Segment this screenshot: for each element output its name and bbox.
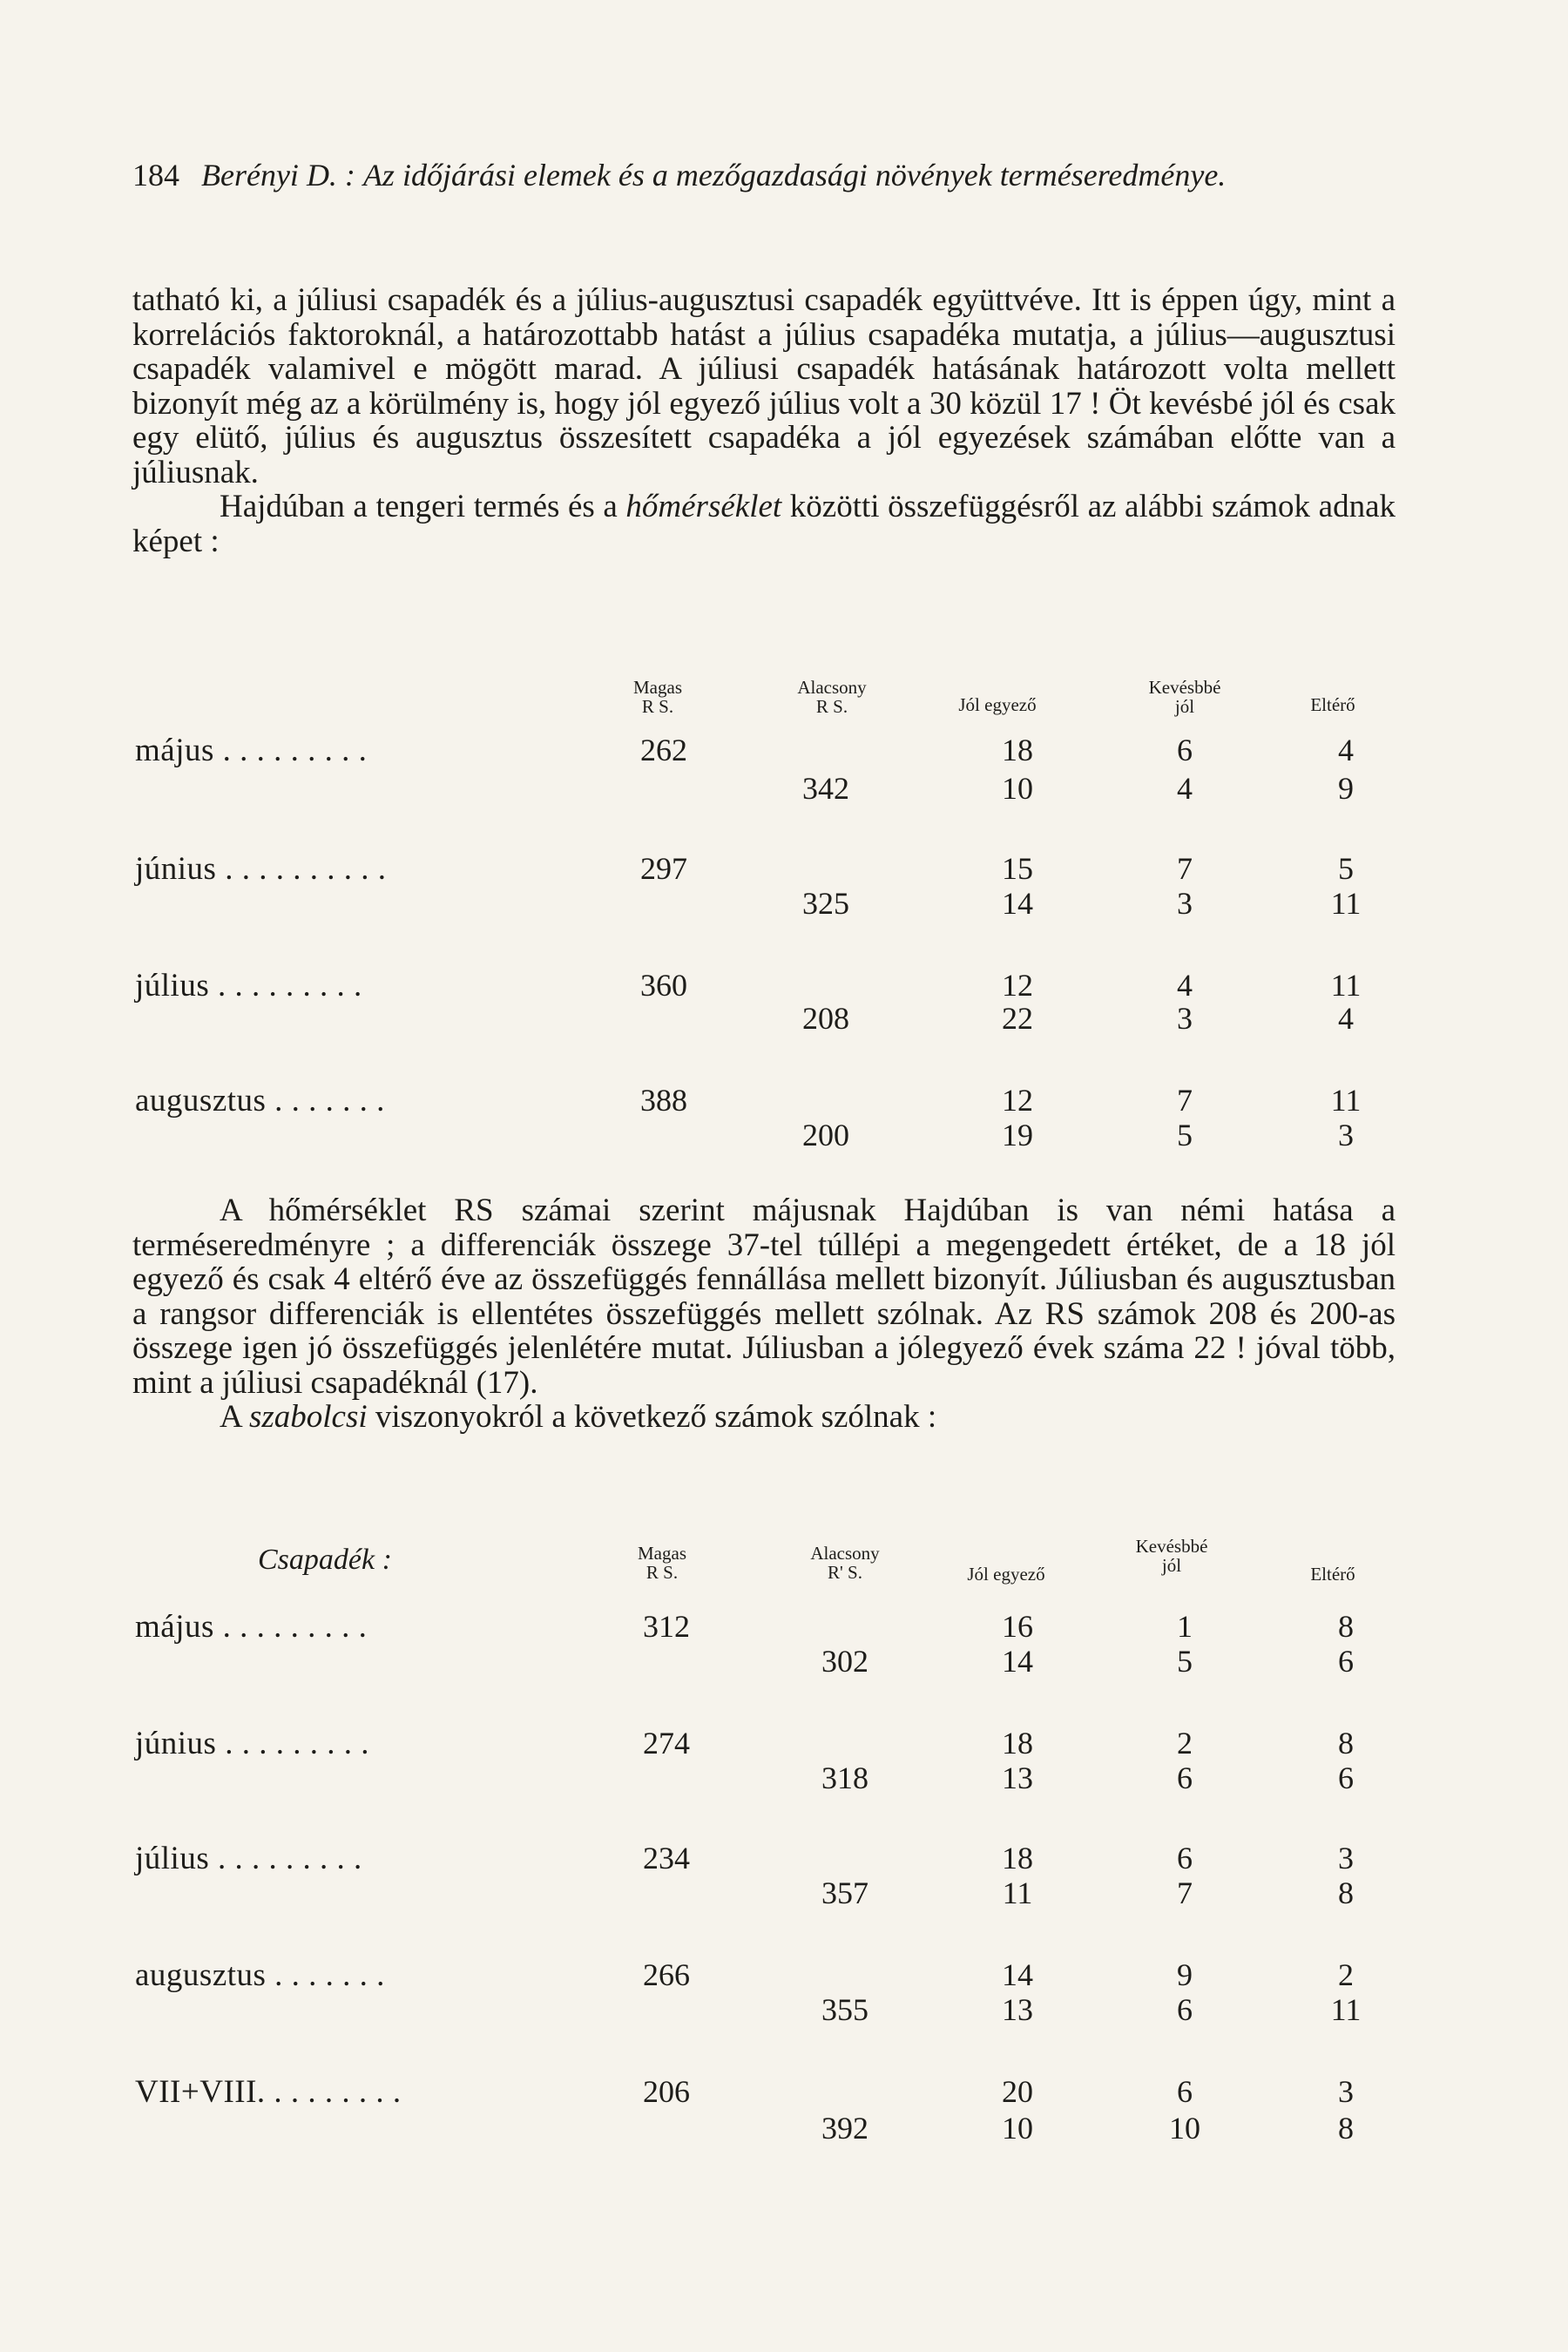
cell-kevesbe: 1 — [1177, 1609, 1193, 1644]
cell-elter: 8 — [1338, 1876, 1354, 1910]
header-line: Jól egyező — [958, 694, 1037, 715]
cell-jol: 16 — [1002, 1609, 1033, 1644]
cell-kevesbe: 9 — [1177, 1957, 1193, 1992]
cell-jol: 14 — [1002, 886, 1033, 921]
row-label: VII+VIII. . . . . . . . . — [135, 2074, 402, 2110]
cell-alacsony: 355 — [821, 1992, 868, 2027]
col-header-elter — [1289, 1565, 1376, 1584]
cell-magas: 234 — [643, 1841, 690, 1876]
col-header-magas — [614, 1544, 710, 1582]
cell-alacsony: 357 — [821, 1876, 868, 1910]
cell-elter: 9 — [1338, 771, 1354, 806]
cell-elter: 3 — [1338, 1841, 1354, 1876]
cell-kevesbe: 5 — [1177, 1644, 1193, 1679]
header-line: R' S. — [828, 1562, 862, 1583]
cell-jol: 15 — [1002, 851, 1033, 886]
cell-elter: 11 — [1330, 1083, 1362, 1118]
cell-jol: 22 — [1002, 1001, 1033, 1036]
cell-jol: 18 — [1002, 1726, 1033, 1761]
cell-jol: 10 — [1002, 2111, 1033, 2146]
cell-elter: 5 — [1338, 851, 1354, 886]
cell-kevesbe: 6 — [1177, 733, 1193, 767]
col-header-alacsony — [780, 1544, 910, 1582]
cell-magas: 297 — [640, 851, 687, 886]
header-line: Eltérő — [1310, 1564, 1355, 1585]
paragraph-text: Hajdúban a tengeri termés és a — [220, 489, 626, 524]
row-label: május . . . . . . . . . — [135, 1609, 368, 1645]
header-line: Eltérő — [1310, 694, 1355, 715]
cell-alacsony: 200 — [802, 1118, 849, 1152]
header-line: Alacsony — [797, 677, 867, 698]
cell-jol: 12 — [1002, 1083, 1033, 1118]
paragraph: tatható ki, a júliusi csapadék és a július-augusztusi csapadék együttvéve. Itt is éppen úgy, mint a korrelációs faktoroknál, a határozottabb hatást a július csapadéka mutatja, a július—augusztusi csapadék valamivel e mögött marad. A júliusi csapadék hatásának határozott volta mellett bizonyít még az a körülmény is, hogy jól egyező július volt a 30 közül 17 ! Öt kevésbé jól és csak egy elütő, július és augusztus összesített csapadéka a jól egyezések számában előtte van a júliusnak. — [132, 282, 1396, 490]
cell-kevesbe: 6 — [1177, 1841, 1193, 1876]
cell-magas: 388 — [640, 1083, 687, 1118]
cell-kevesbe: 6 — [1177, 1761, 1193, 1795]
header-line: R S. — [645, 1562, 679, 1583]
cell-jol: 11 — [1002, 1876, 1033, 1910]
running-header — [132, 157, 1396, 193]
cell-elter: 8 — [1338, 1726, 1354, 1761]
cell-magas: 312 — [643, 1609, 690, 1644]
cell-elter: 3 — [1338, 1118, 1354, 1152]
cell-kevesbe: 7 — [1177, 1083, 1193, 1118]
header-line: Kevésbbé — [1135, 1536, 1208, 1557]
cell-alacsony: 342 — [802, 771, 849, 806]
cell-elter: 11 — [1330, 886, 1362, 921]
col-header-jol — [941, 1565, 1071, 1584]
header-line: Kevésbbé — [1148, 677, 1221, 698]
cell-elter: 8 — [1338, 1609, 1354, 1644]
paragraph — [132, 1400, 1396, 1435]
header-line: Magas — [633, 677, 682, 698]
cell-kevesbe: 5 — [1177, 1118, 1193, 1152]
header-title: Az időjárási elemek és a mezőgazdasági növények terméseredménye. — [362, 158, 1227, 193]
cell-elter: 6 — [1338, 1761, 1354, 1795]
cell-magas: 274 — [643, 1726, 690, 1761]
cell-alacsony: 392 — [821, 2111, 868, 2146]
body-text-2 — [132, 1193, 1396, 1435]
header-line: R S. — [641, 696, 674, 717]
paragraph-text: viszonyokról a következő számok szólnak : — [367, 1399, 937, 1435]
cell-jol: 20 — [1002, 2074, 1033, 2109]
col-header-kevesbe — [1124, 678, 1246, 716]
cell-elter: 4 — [1338, 1001, 1354, 1036]
col-header-jol — [932, 695, 1063, 714]
emphasis: hőmérséklet — [625, 489, 782, 524]
row-label: június . . . . . . . . . — [135, 1726, 369, 1761]
row-label: augusztus . . . . . . . — [135, 1957, 385, 1993]
header-line: Alacsony — [810, 1543, 880, 1564]
cell-jol: 14 — [1002, 1957, 1033, 1992]
cell-kevesbe: 7 — [1177, 851, 1193, 886]
cell-alacsony: 208 — [802, 1001, 849, 1036]
emphasis: szabolcsi — [248, 1399, 368, 1435]
cell-elter: 3 — [1338, 2074, 1354, 2109]
header-author: Berényi D. : — [201, 158, 355, 193]
cell-kevesbe: 3 — [1177, 886, 1193, 921]
cell-magas: 266 — [643, 1957, 690, 1992]
cell-kevesbe: 10 — [1169, 2111, 1200, 2146]
cell-elter: 11 — [1330, 1992, 1362, 2027]
cell-kevesbe: 2 — [1177, 1726, 1193, 1761]
cell-elter: 2 — [1338, 1957, 1354, 1992]
row-label: augusztus . . . . . . . — [135, 1083, 385, 1119]
cell-kevesbe: 4 — [1177, 968, 1193, 1003]
cell-kevesbe: 7 — [1177, 1876, 1193, 1910]
header-line: Magas — [638, 1543, 686, 1564]
row-label: június . . . . . . . . . . — [135, 851, 387, 887]
cell-jol: 14 — [1002, 1644, 1033, 1679]
cell-jol: 18 — [1002, 1841, 1033, 1876]
cell-elter: 8 — [1338, 2111, 1354, 2146]
cell-jol: 12 — [1002, 968, 1033, 1003]
header-line: Jól egyező — [967, 1564, 1045, 1585]
cell-jol: 10 — [1002, 771, 1033, 806]
header-line: R S. — [815, 696, 848, 717]
table-caption: Csapadék : — [258, 1544, 392, 1576]
cell-jol: 13 — [1002, 1992, 1033, 2027]
row-label: július . . . . . . . . . — [135, 968, 362, 1004]
col-header-magas — [610, 678, 706, 716]
cell-jol: 13 — [1002, 1761, 1033, 1795]
row-label: július . . . . . . . . . — [135, 1841, 362, 1876]
cell-kevesbe: 6 — [1177, 1992, 1193, 2027]
paragraph-text: A — [220, 1399, 249, 1435]
col-header-kevesbe — [1111, 1537, 1233, 1575]
paragraph — [132, 490, 1396, 558]
cell-alacsony: 325 — [802, 886, 849, 921]
header-line: jól — [1161, 1555, 1182, 1576]
paragraph-text: közötti összefüggésről az alábbi számok adnak képet : — [132, 489, 1396, 559]
col-header-alacsony — [767, 678, 897, 716]
cell-magas: 262 — [640, 733, 687, 767]
cell-jol: 19 — [1002, 1118, 1033, 1152]
cell-jol: 18 — [1002, 733, 1033, 767]
page-number: 184 — [132, 158, 179, 193]
cell-alacsony: 302 — [821, 1644, 868, 1679]
cell-elter: 6 — [1338, 1644, 1354, 1679]
cell-magas: 360 — [640, 968, 687, 1003]
body-text-1 — [132, 283, 1396, 558]
cell-magas: 206 — [643, 2074, 690, 2109]
cell-kevesbe: 4 — [1177, 771, 1193, 806]
header-line: jól — [1174, 696, 1195, 717]
cell-elter: 11 — [1330, 968, 1362, 1003]
paragraph: A hőmérséklet RS számai szerint májusnak Hajdúban is van némi hatása a terméseredményre ; a differenciák összege 37-tel túllépi a megengedett értéket, de a 18 jól egyező és csak 4 eltérő éve az összefüggés fennállása mellett bizonyít. Júliusban és augusztusban a rangsor differenciák is ellentétes összefüggés mellett szólnak. Az RS számok 208 és 200-as összege igen jó összefüggés jelenlétére mutat. Júliusban a jólegyező évek száma 22 ! jóval több, mint a júliusi csapadéknál (17). — [132, 1193, 1396, 1401]
cell-elter: 4 — [1338, 733, 1354, 767]
col-header-elter — [1289, 695, 1376, 714]
cell-kevesbe: 6 — [1177, 2074, 1193, 2109]
cell-alacsony: 318 — [821, 1761, 868, 1795]
cell-kevesbe: 3 — [1177, 1001, 1193, 1036]
row-label: május . . . . . . . . . — [135, 733, 368, 768]
